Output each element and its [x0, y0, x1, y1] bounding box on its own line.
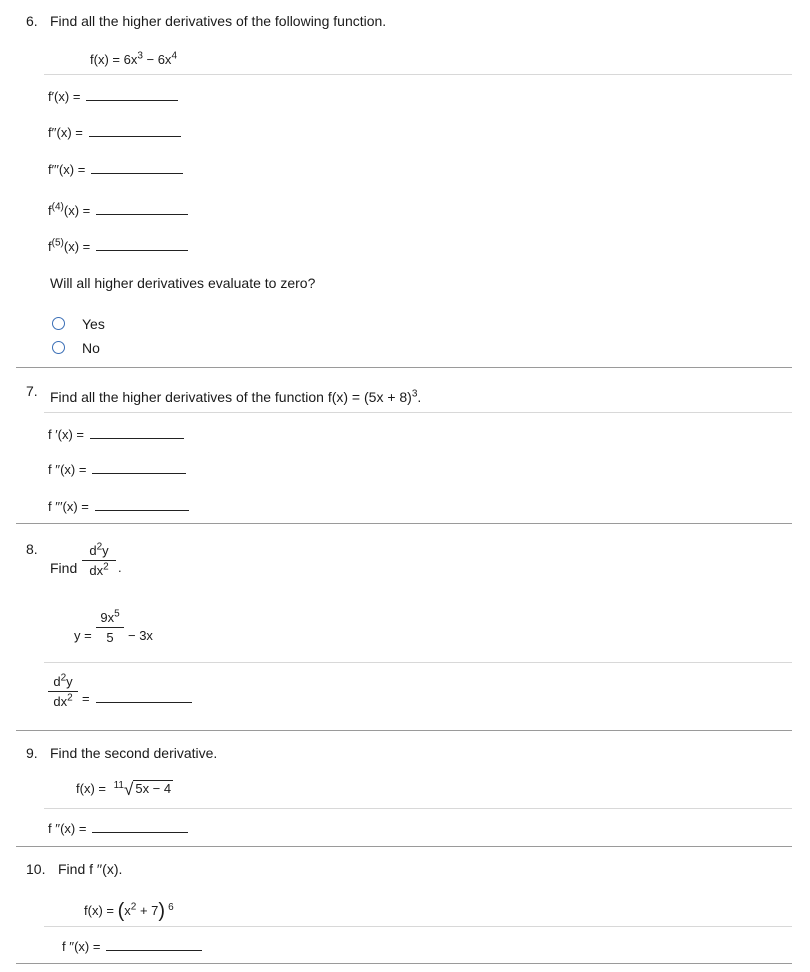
radio-no[interactable]	[52, 341, 65, 354]
q9-number: 9.	[26, 745, 38, 761]
q10-function: $f(x) = (x^2 + 7)$ $^6$	[84, 900, 174, 922]
answer-blank[interactable]	[92, 820, 188, 833]
q8-eq-fraction: $9x^5$ 5	[96, 610, 124, 645]
section-divider	[16, 963, 792, 964]
q6-answer-3: f′′′(x) =	[48, 161, 183, 177]
option-yes-label: Yes	[82, 316, 105, 332]
answer-blank[interactable]	[96, 690, 192, 703]
q6-answer-1: f′(x) =	[48, 88, 178, 104]
answer-blank[interactable]	[92, 461, 186, 474]
divider	[44, 808, 792, 809]
q7-number: 7.	[26, 383, 38, 399]
radio-yes[interactable]	[52, 317, 65, 330]
divider	[44, 412, 792, 413]
q8-eq-lhs: y =	[74, 628, 92, 643]
q7-answer-2: f ′′(x) =	[48, 461, 186, 477]
q9-prompt: Find the second derivative.	[50, 745, 218, 761]
q10-prompt: Find f ′′(x).	[58, 861, 123, 877]
q8-find-period: .	[118, 560, 122, 575]
q10-answer: f ′′(x) =	[62, 938, 202, 954]
q8-answer-fraction: $d^2y$ $dx^2$	[48, 674, 78, 709]
answer-blank[interactable]	[90, 426, 184, 439]
q8-number: 8.	[26, 541, 38, 557]
q6-function: $f(x) = 6x^3 - 6x^4$	[90, 50, 177, 67]
divider	[44, 662, 792, 663]
q10-number: 10.	[26, 861, 46, 877]
answer-blank[interactable]	[95, 498, 189, 511]
q9-answer: f ′′(x) =	[48, 820, 188, 836]
section-divider	[16, 846, 792, 847]
answer-blank[interactable]	[106, 938, 202, 951]
q8-find: Find	[50, 560, 78, 576]
q6-number: 6.	[26, 13, 38, 29]
q7-answer-1: f ′(x) =	[48, 426, 184, 442]
answer-blank[interactable]	[86, 88, 178, 101]
q9-function: f(x) = $^{11}$√ 5x − 4	[76, 779, 172, 799]
section-divider	[16, 367, 792, 368]
q7-answer-3: f ′′′(x) =	[48, 498, 189, 514]
q6-answer-2: f′′(x) =	[48, 124, 181, 140]
q8-eq-tail: − 3x	[128, 628, 153, 643]
answer-blank[interactable]	[91, 161, 183, 174]
answer-blank[interactable]	[96, 238, 188, 251]
answer-blank[interactable]	[89, 124, 181, 137]
answer-blank[interactable]	[96, 202, 188, 215]
q6-answer-4: $f^{(4)}(x)$ =	[48, 202, 188, 218]
divider	[44, 74, 792, 75]
q6-question: Will all higher derivatives evaluate to zero?	[50, 275, 316, 291]
q6-answer-5: $f^{(5)}(x)$ =	[48, 238, 188, 254]
section-divider	[16, 523, 792, 524]
divider	[44, 926, 792, 927]
q8-derivative-fraction: $d^2y$ $dx^2$	[82, 543, 116, 578]
q6-prompt: Find all the higher derivatives of the following function.	[50, 13, 387, 29]
section-divider	[16, 730, 792, 731]
option-no-label: No	[82, 340, 100, 356]
q8-answer-eq: =	[82, 690, 192, 706]
q7-prompt: Find all the higher derivatives of the function $f(x) = (5x + 8)^3$.	[50, 388, 422, 405]
